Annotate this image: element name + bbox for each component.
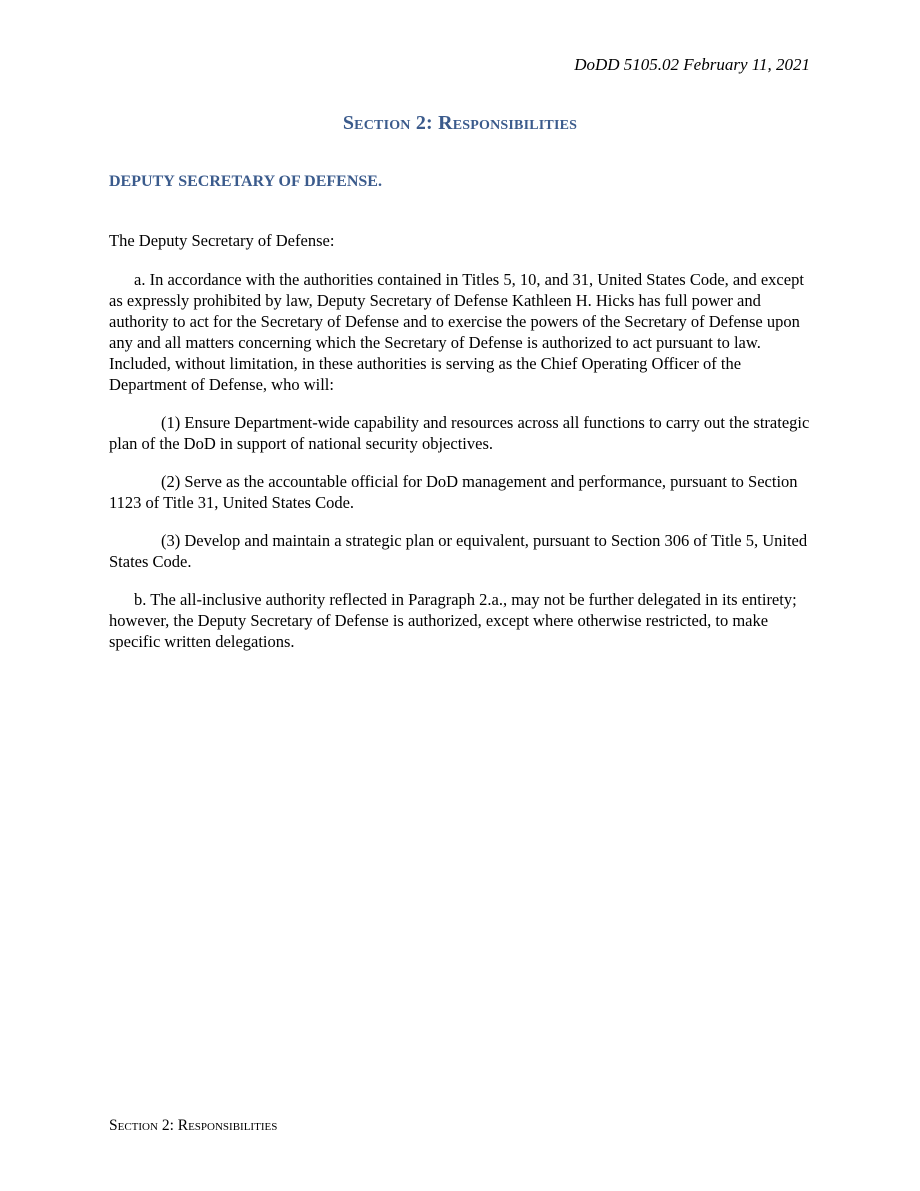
paragraph-a: a. In accordance with the authorities contained in Titles 5, 10, and 31, United States Code, and except as expressly prohibited by law, Deputy Secretary of Defense Kathleen H. Hicks has full power and authority to act for the Secretary of Defense and to exercise the powers of the Secretary of Defense upon any and all matters concerning which the Secretary of Defense is authorized to act pursuant to law. Included, without limitation, in these authorities is serving as the Chief Operating Officer of the Department of Defense, who will:: [109, 270, 804, 394]
section-subheading: DEPUTY SECRETARY OF DEFENSE.: [109, 173, 382, 190]
paragraph-b: b. The all-inclusive authority reflected in Paragraph 2.a., may not be further delegated in its entirety; however, the Deputy Secretary of Defense is authorized, except where otherwise restricted, to make specific written delegations.: [109, 590, 797, 651]
document-reference: DoDD 5105.02 February 11, 2021: [574, 55, 810, 74]
document-body: [109, 230, 813, 669]
intro-paragraph: The Deputy Secretary of Defense:: [109, 231, 335, 250]
section-title: Section 2: Responsibilities: [342, 112, 578, 134]
list-item-2: (2) Serve as the accountable official for DoD management and performance, pursuant to Section 1123 of Title 31, United States Code.: [109, 472, 798, 512]
list-item-3: (3) Develop and maintain a strategic plan or equivalent, pursuant to Section 306 of Title 5, United States Code.: [109, 531, 808, 571]
list-item-1: (1) Ensure Department-wide capability and resources across all functions to carry out the strategic plan of the DoD in support of national security objectives.: [109, 413, 810, 453]
page-footer: Section 2: Responsibilities: [109, 1117, 278, 1134]
